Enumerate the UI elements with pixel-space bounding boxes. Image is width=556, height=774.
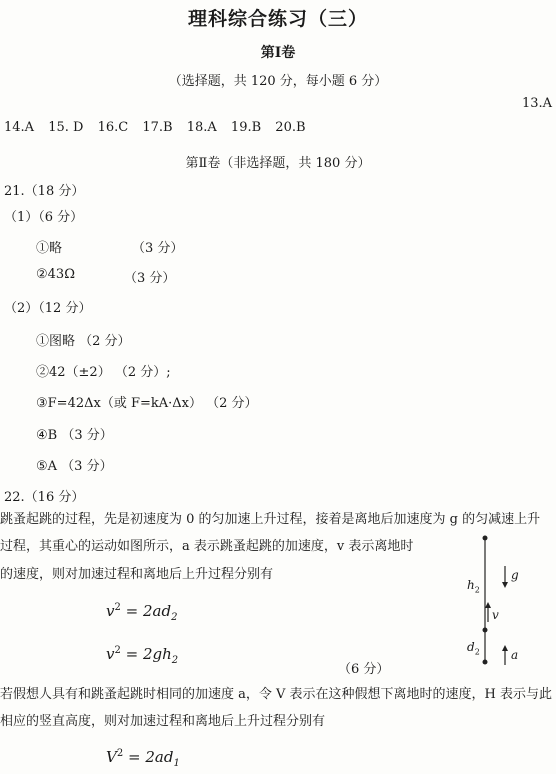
answer-item: 15. D <box>48 120 84 135</box>
q21-sub1-item: ②43Ω <box>36 267 75 282</box>
q22-paragraph-1b: 的速度，则对加速过程和离地后上升过程分别有 <box>0 567 274 582</box>
q21-sub2-item: ③F=42Δx（或 F=kA·Δx） （2 分） <box>36 396 258 411</box>
q22-paragraph-2: 若假想人具有和跳蚤起跳时相同的加速度 a，令 V 表示在这种假想下离地时的速度，H 表示与此相应的竖直高度，则对加速过程和离地后上升过程分别有 <box>0 687 553 729</box>
q21-sub1-score: （3 分） <box>124 271 176 286</box>
h2-label: $h_2$ <box>467 578 480 595</box>
answer-item: 20.B <box>275 120 306 135</box>
answer-list <box>4 120 316 135</box>
q21-label: 21.（18 分） <box>4 184 85 199</box>
a-arrowhead <box>502 645 508 651</box>
answer-item: 18.A <box>186 120 217 135</box>
q21-sub2-item: ②42（±2） （2 分）; <box>36 365 171 380</box>
start-point <box>483 660 488 665</box>
g-arrowhead <box>502 582 508 588</box>
answer-item: 14.A <box>4 120 35 135</box>
q22-label: 22.（16 分） <box>4 490 85 505</box>
part2-heading: 第Ⅱ卷（非选择题，共 180 分） <box>185 156 371 171</box>
q21-sub2-item: ⑤A （3 分） <box>36 459 113 474</box>
page-title: 理科综合练习（三） <box>187 8 368 30</box>
jump-diagram <box>455 530 535 675</box>
q21-sub2-item: ①图略 （2 分） <box>36 334 131 349</box>
answer-item: 16.C <box>97 120 129 135</box>
g-label: g <box>511 568 519 582</box>
answer-item: 17.B <box>142 120 173 135</box>
v-label: v <box>492 608 499 622</box>
d2-label: $d_2$ <box>467 640 480 657</box>
q22-paragraph-1: 跳蚤起跳的过程，先是初速度为 0 的匀加速上升过程，接着是离地后加速度为 g 的匀减速上升过程，其重心的运动如图所示，a 表示跳蚤起跳的加速度，v 表示离地时 <box>0 512 541 554</box>
equation-3: $V^2 = 2ad_1$ <box>106 748 180 769</box>
q21-sub2-label: （2）（12 分） <box>4 301 92 316</box>
answer-item: 19.B <box>230 120 262 135</box>
q21-sub1-item: ①略 <box>36 241 63 256</box>
equation-2: $v^2 = 2gh_2$ <box>106 645 179 666</box>
q21-sub1-score: （3 分） <box>132 241 184 256</box>
a-label: a <box>511 648 519 662</box>
takeoff-point <box>483 628 488 633</box>
v-arrowhead <box>485 602 491 608</box>
q21-sub1-label: （1）（6 分） <box>4 210 84 225</box>
part1-note: （选择题，共 120 分，每小题 6 分） <box>168 74 388 89</box>
answer-13: 13.A <box>522 96 553 111</box>
q22-score: （6 分） <box>338 662 390 677</box>
part1-heading: 第Ⅰ卷 <box>260 45 296 61</box>
q21-sub2-item: ④B （3 分） <box>36 428 113 443</box>
top-point <box>483 536 488 541</box>
equation-1: $v^2 = 2ad_2$ <box>106 602 178 623</box>
